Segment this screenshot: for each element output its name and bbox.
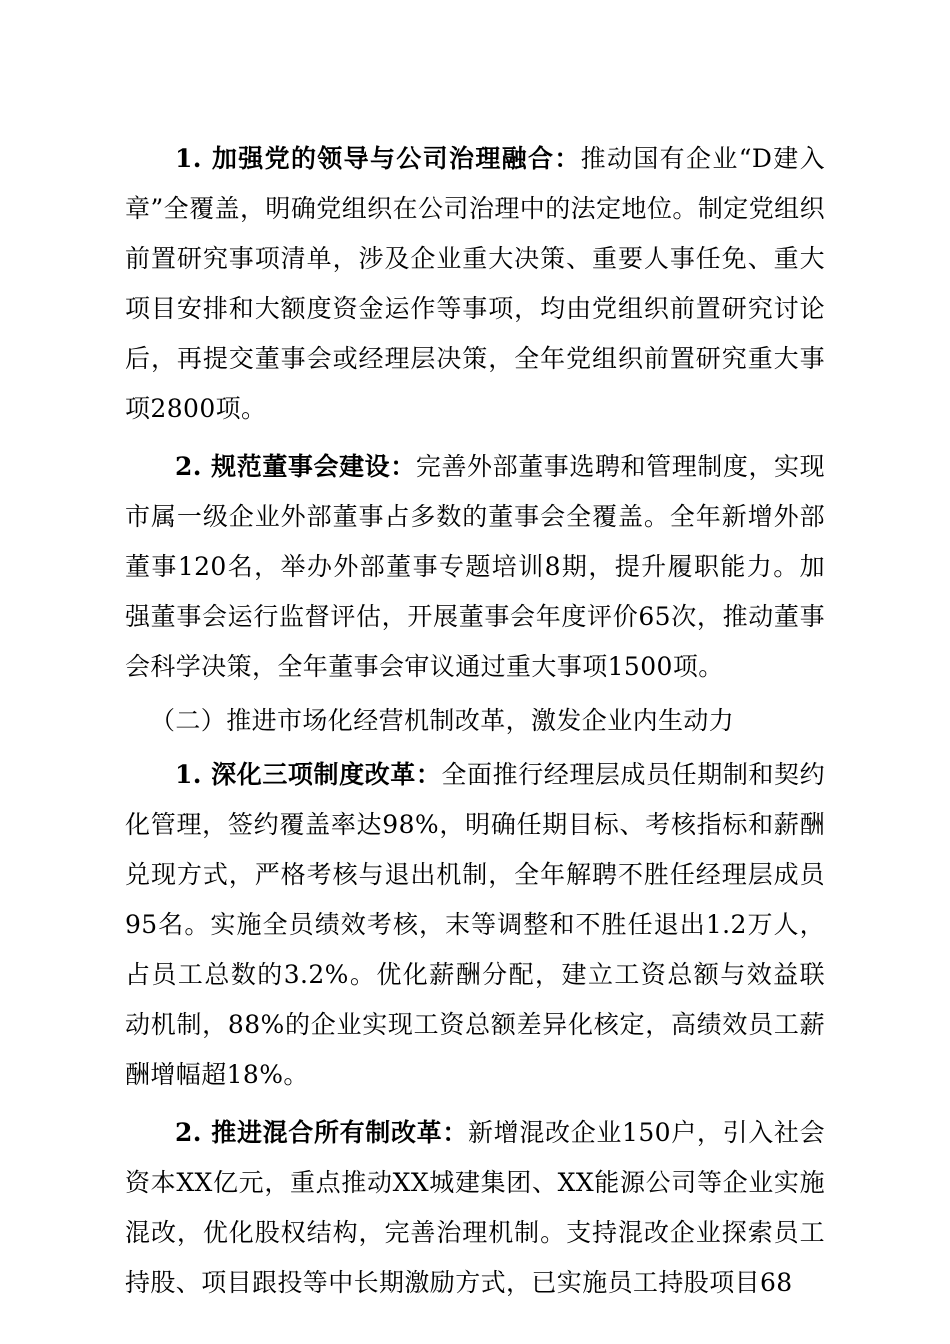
paragraph-three-systems-reform: [125, 750, 825, 1100]
paragraph-party-leadership: [125, 134, 825, 434]
paragraph-lead-board-construction: 2. 规范董事会建设：: [175, 452, 416, 481]
paragraph-mixed-ownership-reform: [125, 1108, 825, 1308]
paragraph-text-three-systems-reform: 全面推行经理层成员任期制和契约化管理，签约覆盖率达98%，明确任期目标、考核指标和薪酬兑现方式，严格考核与退出机制，全年解聘不胜任经理层成员95名。实施全员绩效考核，末等调整和不胜任退出1.2万人，占员工总数的3.2%。优化薪酬分配，建立工资总额与效益联动机制，88%的企业实现工资总额差异化核定，高绩效员工薪酬增幅超18%。: [125, 760, 825, 1089]
paragraph-lead-mixed-ownership-reform: 2. 推进混合所有制改革：: [175, 1118, 468, 1147]
document-body: [125, 134, 825, 1308]
paragraph-lead-three-systems-reform: 1. 深化三项制度改革：: [175, 760, 442, 789]
paragraph-board-construction: [125, 442, 825, 692]
paragraph-text-mixed-ownership-reform: 新增混改企业150户，引入社会资本XX亿元，重点推动XX城建集团、XX能源公司等企业实施混改，优化股权结构，完善治理机制。支持混改企业探索员工持股、项目跟投等中长期激励方式，已实施员工持股项目68: [125, 1118, 825, 1297]
paragraph-lead-party-leadership: 1. 加强党的领导与公司治理融合：: [175, 144, 581, 173]
paragraph-text-party-leadership: 推动国有企业“D建入章”全覆盖，明确党组织在公司治理中的法定地位。制定党组织前置研究事项清单，涉及企业重大决策、重要人事任免、重大项目安排和大额度资金运作等事项，均由党组织前置研究讨论后，再提交董事会或经理层决策，全年党组织前置研究重大事项2800项。: [125, 144, 825, 423]
paragraph-text-board-construction: 完善外部董事选聘和管理制度，实现市属一级企业外部董事占多数的董事会全覆盖。全年新增外部董事120名，举办外部董事专题培训8期，提升履职能力。加强董事会运行监督评估，开展董事会年度评价65次，推动董事会科学决策，全年董事会审议通过重大事项1500项。: [125, 452, 826, 681]
section-heading: （二）推进市场化经营机制改革，激发企业内生动力: [150, 706, 735, 735]
